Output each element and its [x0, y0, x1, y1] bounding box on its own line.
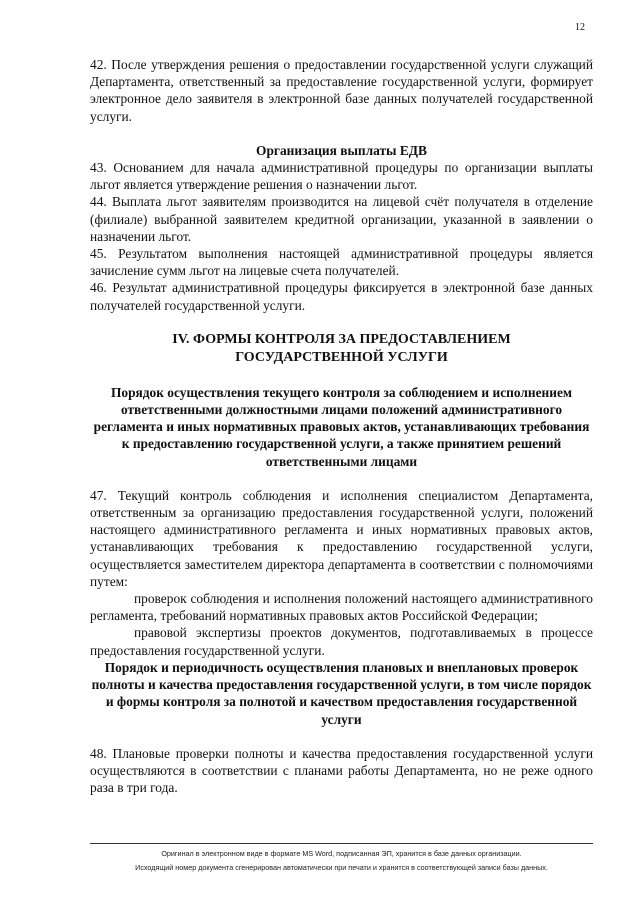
document-footer — [90, 843, 593, 875]
footer-line-2: Исходящий номер документа сгенерирован автоматически при печати и хранится в соответствующей записи базы данных. — [135, 863, 548, 872]
footer-line-1: Оригинал в электронном виде в формате MS Word, подписанная ЭП, хранится в базе данных организации. — [161, 849, 522, 858]
paragraph-46: 46. Результат административной процедуры фиксируется в электронной базе данных получателей государственной услуги. — [90, 280, 593, 313]
heading-current-control: Порядок осуществления текущего контроля за соблюдением и исполнением ответственными должностными лицами положений административного регламента и иных нормативных правовых актов, устанавливающих требования к предоставлению государственной услуги, а также принятием решений ответственными лицами — [93, 384, 590, 469]
document-body — [90, 56, 593, 796]
paragraph-48: 48. Плановые проверки полноты и качества предоставления государственной услуги осуществляются в соответствии с планами работы Департамента, но не реже одного раза в три года. — [90, 745, 593, 796]
paragraph-47: 47. Текущий контроль соблюдения и исполнения специалистом Департамента, ответственным за организацию предоставления государственной услуги, положений настоящего административного регламента и иных нормативных правовых актов, устанавливающих требования к предоставлению государственной услуги, осуществляется заместителем директора департамента в соответствии с полномочиями путем: — [90, 487, 593, 589]
paragraph-42: 42. После утверждения решения о предоставлении государственной услуги служащий Департамента, ответственный за предоставление государственной услуги, формирует электронное дело заявителя в электронной базе данных получателей государственной услуги. — [90, 57, 593, 124]
paragraph-47-item-2: правовой экспертизы проектов документов, подготавливаемых в процессе предоставления государственной услуги. — [90, 625, 593, 658]
section-iv-title-line2: ГОСУДАРСТВЕННОЙ УСЛУГИ — [235, 349, 448, 365]
section-iv-title-line1: IV. ФОРМЫ КОНТРОЛЯ ЗА ПРЕДОСТАВЛЕНИЕМ — [172, 331, 511, 347]
paragraph-44: 44. Выплата льгот заявителям производится на лицевой счёт получателя в отделение (филиале) выбранной заявителем кредитной организации, указанной в заявлении о назначении льгот. — [90, 194, 593, 244]
paragraph-43: 43. Основанием для начала административной процедуры по организации выплаты льгот является утверждение решения о назначении льгот. — [90, 160, 593, 193]
heading-edv-payment: Организация выплаты ЕДВ — [256, 142, 427, 158]
heading-planned-checks: Порядок и периодичность осуществления плановых и внеплановых проверок полноты и качества предоставления государственной услуги, в том числе порядок и формы контроля за полнотой и качеством предоставления государственной услуги — [91, 659, 592, 727]
paragraph-47-item-1: проверок соблюдения и исполнения положений настоящего административного регламента, требований нормативных правовых актов Российской Федерации; — [90, 591, 593, 624]
paragraph-45: 45. Результатом выполнения настоящей административной процедуры является зачисление сумм льгот на лицевые счета получателей. — [90, 246, 593, 279]
page-number: 12 — [575, 22, 585, 33]
